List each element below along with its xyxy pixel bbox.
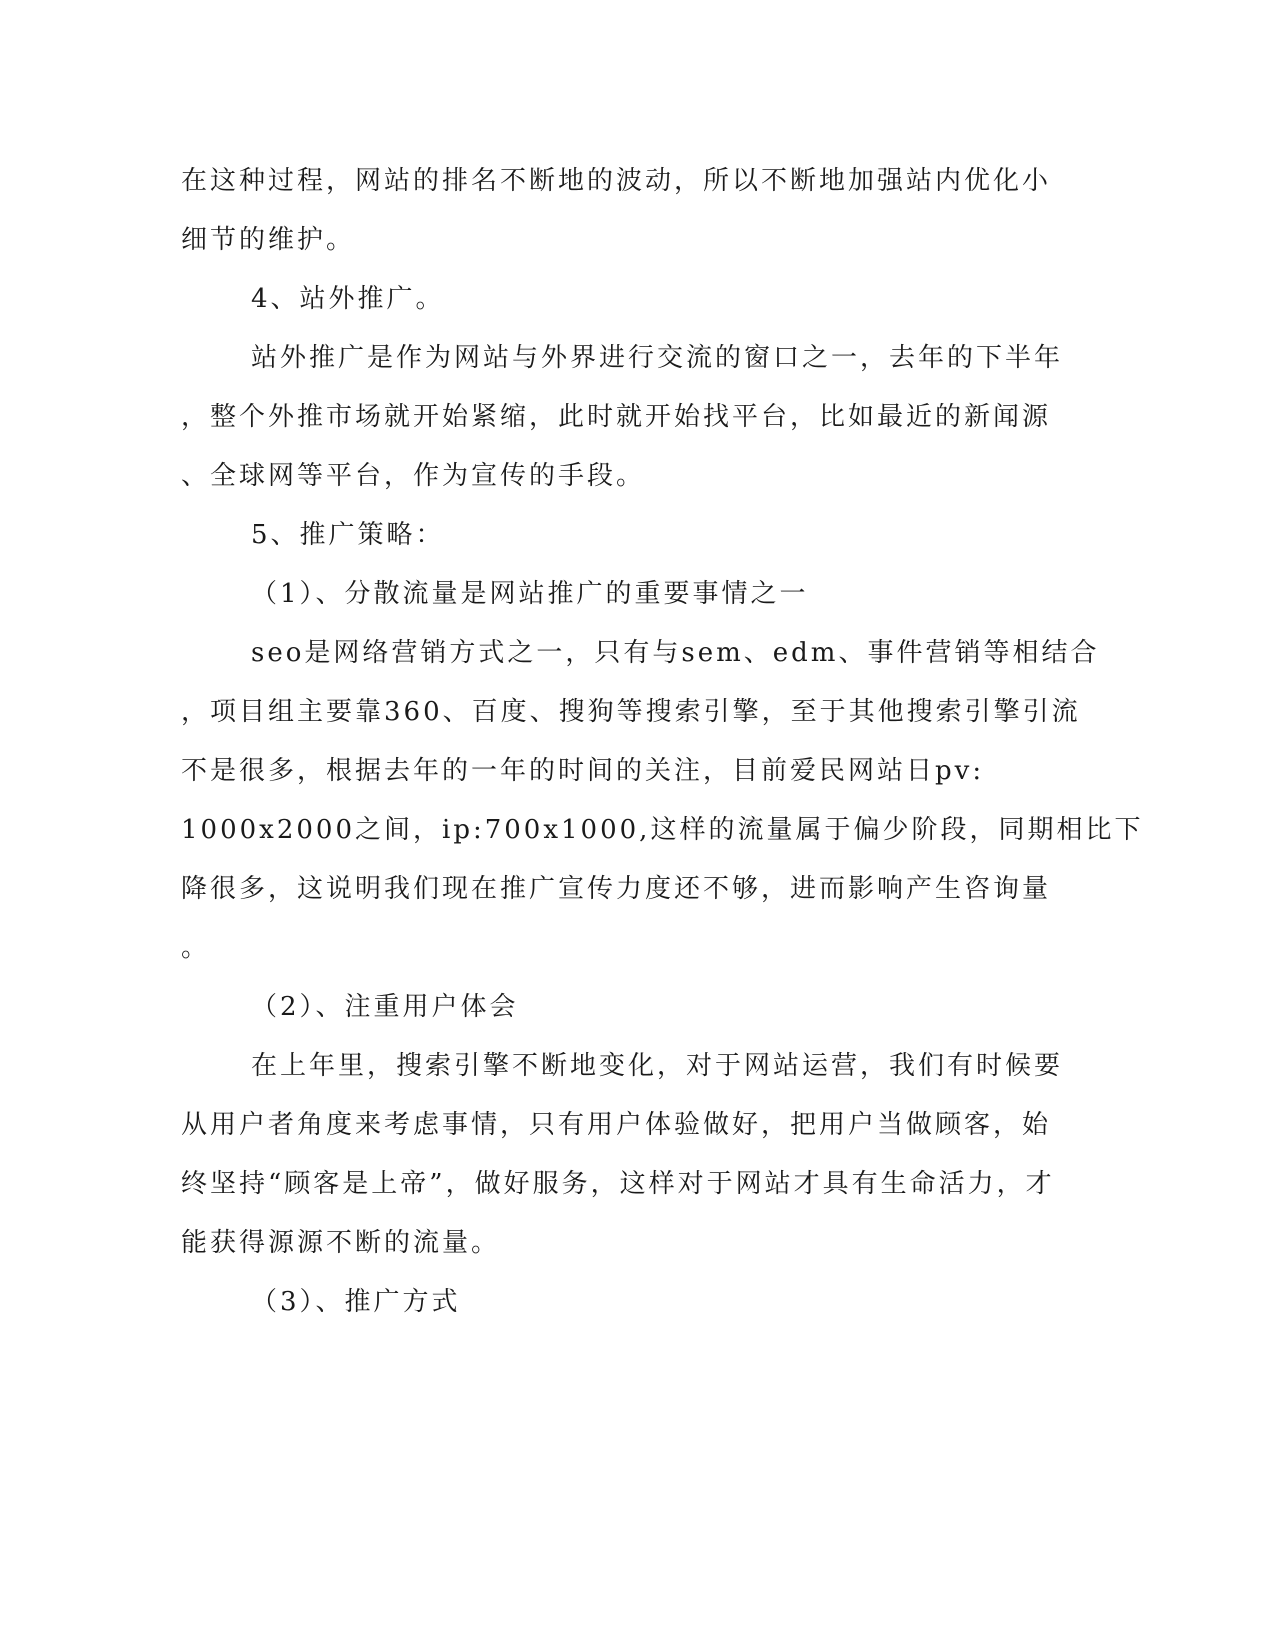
text-line-14: 。 — [181, 933, 211, 963]
text-line-16: 在上年里，搜索引擎不断地变化，对于网站运营，我们有时候要 — [251, 1051, 1064, 1081]
text-line-17: 从用户者角度来考虑事情，只有用户体验做好，把用户当做顾客，始 — [181, 1110, 1052, 1140]
text-line-2: 细节的维护。 — [181, 225, 356, 255]
text-line-12: 1000x2000之间，ip:700x1000,这样的流量属于偏少阶段，同期相比下 — [181, 815, 1144, 845]
text-line-5: ，整个外推市场就开始紧缩，此时就开始找平台，比如最近的新闻源 — [181, 402, 1052, 432]
text-line-19: 能获得源源不断的流量。 — [181, 1228, 501, 1258]
subheading-3: （3）、推广方式 — [251, 1287, 461, 1317]
section-heading-5: 5、推广策略： — [251, 520, 445, 550]
text-line-18: 终坚持“顾客是上帝”，做好服务，这样对于网站才具有生命活力，才 — [181, 1169, 1055, 1199]
text-line-9: seo是网络营销方式之一，只有与sem、edm、事件营销等相结合 — [251, 638, 1100, 668]
text-line-11: 不是很多，根据去年的一年的时间的关注，目前爱民网站日pv: — [181, 756, 985, 786]
text-line-4: 站外推广是作为网站与外界进行交流的窗口之一，去年的下半年 — [251, 343, 1064, 373]
subheading-2: （2）、注重用户体会 — [251, 992, 519, 1022]
text-line-10: ，项目组主要靠360、百度、搜狗等搜索引擎，至于其他搜索引擎引流 — [181, 697, 1081, 727]
text-line-1: 在这种过程，网站的排名不断地的波动，所以不断地加强站内优化小 — [181, 166, 1052, 196]
text-line-13: 降很多，这说明我们现在推广宣传力度还不够，进而影响产生咨询量 — [181, 874, 1052, 904]
section-heading-4: 4、站外推广。 — [251, 284, 445, 314]
subheading-1: （1）、分散流量是网站推广的重要事情之一 — [251, 579, 809, 609]
text-line-6: 、全球网等平台，作为宣传的手段。 — [181, 461, 646, 491]
